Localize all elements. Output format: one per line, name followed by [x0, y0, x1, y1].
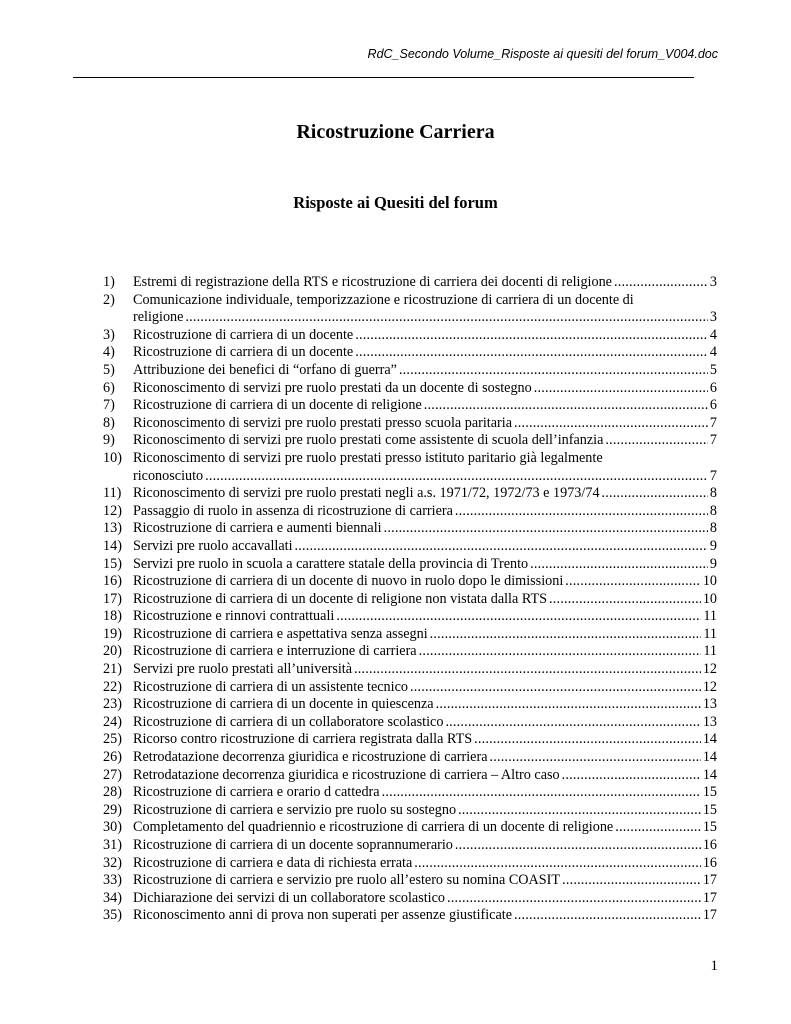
toc-entry-number: 24)	[103, 713, 122, 730]
toc-entry-page: 10	[702, 573, 717, 590]
toc-entry-page: 12	[702, 678, 717, 695]
toc-entry-leader-line	[133, 626, 717, 644]
toc-entry-body	[133, 767, 717, 785]
toc-dot-leader	[336, 608, 701, 626]
toc-dot-leader	[445, 714, 700, 732]
toc-entry-leader-line	[133, 608, 717, 626]
toc-entry-title: Completamento del quadriennio e ricostruzione di carriera di un docente di religione	[133, 819, 614, 836]
toc-entry-text-line: Riconoscimento di servizi pre ruolo prestati presso istituto paritario già legalmente	[133, 449, 603, 466]
toc-entry-number: 4)	[103, 344, 115, 361]
toc-entry-title: Servizi pre ruolo accavallati	[133, 537, 293, 554]
toc-entry-page: 3	[709, 309, 717, 326]
toc-dot-leader	[436, 696, 701, 714]
toc-entry-leader-line	[133, 714, 717, 732]
toc-entry-page: 11	[703, 608, 717, 625]
toc-entry[interactable]	[103, 855, 717, 873]
toc-entry-page: 4	[709, 344, 717, 361]
toc-entry[interactable]	[103, 872, 717, 890]
toc-entry-number: 14)	[103, 537, 122, 554]
toc-entry[interactable]	[103, 767, 717, 785]
toc-entry[interactable]	[103, 608, 717, 626]
toc-entry-leader-line	[133, 767, 717, 785]
toc-entry-number: 15)	[103, 555, 122, 572]
toc-entry-page: 8	[709, 520, 717, 537]
toc-entry-body	[133, 731, 717, 749]
toc-entry-leader-line	[133, 309, 717, 327]
toc-dot-leader	[458, 802, 701, 820]
toc-dot-leader	[455, 503, 708, 521]
toc-dot-leader	[399, 362, 708, 380]
toc-entry-number: 2)	[103, 291, 115, 308]
toc-entry-page: 5	[709, 361, 717, 378]
toc-entry[interactable]	[103, 784, 717, 802]
toc-entry-title: Riconoscimento anni di prova non superati per assenze giustificate	[133, 907, 513, 924]
toc-entry-page: 14	[702, 731, 717, 748]
toc-entry-title: Ricostruzione di carriera di un docente in quiescenza	[133, 696, 434, 713]
toc-entry-title: Estremi di registrazione della RTS e ricostruzione di carriera dei docenti di religione	[133, 274, 612, 290]
toc-entry-body	[133, 397, 717, 415]
toc-entry-title: Ricostruzione di carriera e servizio pre ruolo su sostegno	[133, 801, 457, 818]
toc-dot-leader	[355, 327, 708, 345]
toc-entry-title: Attribuzione dei benefici di “orfano di guerra”	[133, 361, 397, 378]
toc-entry[interactable]	[103, 432, 717, 450]
toc-entry-text-line: Comunicazione individuale, temporizzazione e ricostruzione di carriera di un docente di	[133, 291, 634, 308]
toc-dot-leader	[419, 643, 702, 661]
toc-entry-title: Ricostruzione di carriera e aumenti biennali	[133, 520, 382, 537]
toc-entry-number: 18)	[103, 608, 122, 625]
toc-entry-leader-line	[133, 344, 717, 362]
toc-entry-page: 14	[702, 749, 717, 766]
toc-entry-body	[133, 643, 717, 661]
toc-entry-leader-line	[133, 784, 717, 802]
toc-dot-leader	[447, 890, 701, 908]
toc-entry-page: 15	[702, 784, 717, 801]
toc-entry-page: 11	[703, 625, 717, 642]
toc-dot-leader	[455, 837, 701, 855]
toc-dot-leader	[602, 485, 708, 503]
toc-entry[interactable]	[103, 327, 717, 345]
toc-entry-page: 8	[709, 485, 717, 502]
toc-entry-title: Ricorso contro ricostruzione di carriera registrata dalla RTS	[133, 731, 473, 748]
toc-entry-number: 1)	[103, 274, 115, 290]
toc-entry-leader-line	[133, 679, 717, 697]
toc-entry-body	[133, 855, 717, 873]
toc-entry[interactable]	[103, 837, 717, 855]
toc-entry[interactable]	[103, 556, 717, 574]
toc-entry[interactable]	[103, 890, 717, 908]
toc-dot-leader	[614, 274, 708, 292]
toc-entry-body	[133, 626, 717, 644]
toc-dot-leader	[430, 626, 702, 644]
toc-entry-leader-line	[133, 362, 717, 380]
toc-entry[interactable]	[103, 661, 717, 679]
toc-entry[interactable]	[103, 731, 717, 749]
toc-entry[interactable]	[103, 380, 717, 398]
toc-entry-body	[133, 784, 717, 802]
toc-entry-body	[133, 608, 717, 626]
toc-entry-page: 10	[702, 590, 717, 607]
document-subtitle: Risposte ai Quesiti del forum	[293, 193, 498, 212]
toc-entry-number: 3)	[103, 326, 115, 343]
toc-entry[interactable]	[103, 573, 717, 591]
toc-entry-body	[133, 696, 717, 714]
toc-entry-leader-line	[133, 696, 717, 714]
toc-entry-leader-line	[133, 556, 717, 574]
toc-entry-leader-line	[133, 802, 717, 820]
toc-entry[interactable]	[103, 819, 717, 837]
toc-entry-leader-line	[133, 538, 717, 556]
toc-entry-number: 19)	[103, 625, 122, 642]
toc-entry-title: Servizi pre ruolo prestati all’università	[133, 661, 353, 678]
toc-entry-title: Passaggio di ruolo in assenza di ricostruzione di carriera	[133, 502, 453, 519]
toc-dot-leader	[474, 731, 701, 749]
toc-entry[interactable]	[103, 485, 717, 503]
toc-entry-title: Ricostruzione di carriera e orario d cattedra	[133, 784, 380, 801]
toc-entry-title: Ricostruzione di carriera di un docente di religione non vistata dalla RTS	[133, 590, 548, 607]
toc-entry-number: 35)	[103, 907, 122, 924]
toc-entry[interactable]	[103, 802, 717, 820]
toc-entry-body	[133, 380, 717, 398]
toc-dot-leader	[562, 767, 701, 785]
toc-entry-title: riconosciuto	[133, 467, 204, 484]
toc-entry-body	[133, 661, 717, 679]
toc-entry[interactable]	[103, 696, 717, 714]
toc-entry[interactable]	[103, 714, 717, 732]
toc-dot-leader	[615, 819, 701, 837]
toc-entry-number: 10)	[103, 449, 122, 466]
toc-entry-body	[133, 503, 717, 521]
toc-entry-page: 6	[709, 379, 717, 396]
toc-entry-leader-line	[133, 907, 717, 925]
toc-entry-title: Ricostruzione di carriera di un docente soprannumerario	[133, 837, 453, 853]
toc-entry-title: Riconoscimento di servizi pre ruolo prestati da un docente di sostegno	[133, 379, 532, 396]
toc-dot-leader	[424, 397, 708, 415]
toc-entry-body	[133, 292, 717, 327]
toc-entry-leader-line	[133, 749, 717, 767]
toc-entry-number: 33)	[103, 872, 122, 889]
toc-entry-title: Ricostruzione di carriera e data di richiesta errata	[133, 854, 413, 871]
toc-entry[interactable]	[103, 591, 717, 609]
toc-entry-title: Ricostruzione e rinnovi contrattuali	[133, 608, 335, 625]
toc-entry[interactable]	[103, 749, 717, 767]
toc-entry-title: Ricostruzione di carriera di un docente	[133, 344, 354, 361]
toc-entry-title: Ricostruzione di carriera di un docente di religione	[133, 397, 422, 414]
toc-entry-title: Ricostruzione di carriera di un collaboratore scolastico	[133, 713, 444, 730]
toc-dot-leader	[354, 661, 701, 679]
toc-entry-body	[133, 520, 717, 538]
toc-entry[interactable]	[103, 538, 717, 556]
toc-entry-page: 4	[709, 326, 717, 343]
toc-entry-leader-line	[133, 327, 717, 345]
toc-entry-body	[133, 573, 717, 591]
toc-entry-number: 34)	[103, 889, 122, 906]
toc-entry-page: 16	[702, 837, 717, 853]
toc-entry-body	[133, 591, 717, 609]
toc-entry-leader-line	[133, 415, 717, 433]
toc-entry[interactable]	[103, 503, 717, 521]
toc-entry-body	[133, 890, 717, 908]
toc-dot-leader	[530, 556, 708, 574]
toc-entry-number: 16)	[103, 573, 122, 590]
toc-entry-body	[133, 819, 717, 837]
toc-entry-leader-line	[133, 485, 717, 503]
toc-entry-page: 8	[709, 502, 717, 519]
toc-entry-leader-line	[133, 274, 717, 292]
toc-entry-body	[133, 432, 717, 450]
toc-entry-title: Ricostruzione di carriera di un docente	[133, 326, 354, 343]
toc-entry-leader-line	[133, 890, 717, 908]
toc-dot-leader	[414, 855, 701, 873]
toc-dot-leader	[549, 591, 701, 609]
toc-entry-body	[133, 274, 717, 292]
toc-dot-leader	[295, 538, 708, 556]
toc-entry-page: 11	[703, 643, 717, 660]
toc-entry-leader-line	[133, 397, 717, 415]
page-number: 1	[710, 958, 718, 974]
toc-entry-body	[133, 327, 717, 345]
toc-dot-leader	[382, 784, 701, 802]
toc-entry-leader-line	[133, 855, 717, 873]
toc-entry-number: 8)	[103, 414, 115, 431]
toc-entry-page: 7	[709, 432, 717, 449]
toc-dot-leader	[514, 415, 708, 433]
toc-entry-body	[133, 538, 717, 556]
toc-entry-number: 23)	[103, 696, 122, 713]
toc-entry-body	[133, 802, 717, 820]
toc-entry-number: 17)	[103, 590, 122, 607]
toc-entry-number: 21)	[103, 661, 122, 678]
toc-entry-body	[133, 679, 717, 697]
toc-entry-title: Servizi pre ruolo in scuola a carattere statale della provincia di Trento	[133, 555, 529, 572]
toc-entry-page: 7	[709, 414, 717, 431]
toc-entry-leader-line	[133, 819, 717, 837]
toc-entry-number: 6)	[103, 379, 115, 396]
toc-entry[interactable]	[103, 907, 717, 925]
toc-entry-title: religione	[133, 309, 184, 326]
toc-dot-leader	[410, 679, 701, 697]
toc-entry-body	[133, 837, 717, 855]
toc-entry-number: 30)	[103, 819, 122, 836]
toc-entry-body	[133, 415, 717, 433]
toc-dot-leader	[384, 520, 708, 538]
toc-entry[interactable]	[103, 344, 717, 362]
toc-entry-title: Ricostruzione di carriera di un docente di nuovo in ruolo dopo le dimissioni	[133, 573, 564, 590]
toc-dot-leader	[562, 872, 701, 890]
toc-entry-number: 29)	[103, 801, 122, 818]
toc-entry-body	[133, 450, 717, 485]
document-title: Ricostruzione Carriera	[296, 121, 495, 143]
toc-entry-number: 11)	[103, 485, 122, 502]
toc-entry[interactable]	[103, 415, 717, 433]
toc-entry-leader-line	[133, 661, 717, 679]
toc-dot-leader	[514, 907, 701, 925]
toc-entry-page: 12	[702, 661, 717, 678]
toc-dot-leader	[355, 344, 708, 362]
toc-entry-leader-line	[133, 573, 717, 591]
toc-entry-body	[133, 485, 717, 503]
toc-dot-leader	[490, 749, 701, 767]
toc-entry-title: Retrodatazione decorrenza giuridica e ricostruzione di carriera	[133, 749, 488, 766]
toc-entry-body	[133, 749, 717, 767]
toc-entry-number: 28)	[103, 784, 122, 801]
toc-entry-leader-line	[133, 503, 717, 521]
toc-entry-title: Ricostruzione di carriera e aspettativa senza assegni	[133, 625, 428, 642]
toc-entry-page: 17	[702, 889, 717, 906]
toc-entry[interactable]	[103, 397, 717, 415]
toc-dot-leader	[185, 309, 707, 327]
toc-entry-number: 12)	[103, 502, 122, 519]
toc-entry[interactable]	[103, 450, 717, 485]
toc-entry-leader-line	[133, 731, 717, 749]
toc-entry-page: 9	[709, 537, 717, 554]
toc-entry-title: Riconoscimento di servizi pre ruolo prestati negli a.s. 1971/72, 1972/73 e 1973/74	[133, 485, 600, 502]
toc-entry-page: 17	[702, 907, 717, 924]
toc-entry-number: 26)	[103, 749, 122, 766]
header-divider	[73, 77, 694, 78]
toc-entry[interactable]	[103, 292, 717, 327]
toc-entry-leader-line	[133, 380, 717, 398]
toc-dot-leader	[534, 380, 708, 398]
toc-entry[interactable]	[103, 362, 717, 380]
toc-entry-page: 17	[702, 872, 717, 889]
toc-entry-title: Ricostruzione di carriera e interruzione di carriera	[133, 643, 417, 660]
toc-entry-page: 13	[702, 713, 717, 730]
table-of-contents	[103, 274, 717, 925]
toc-entry[interactable]	[103, 643, 717, 661]
toc-entry[interactable]	[103, 520, 717, 538]
toc-entry-title: Ricostruzione di carriera di un assistente tecnico	[133, 678, 408, 695]
toc-entry-number: 27)	[103, 766, 122, 783]
toc-entry-page: 15	[702, 801, 717, 818]
toc-entry-body	[133, 556, 717, 574]
toc-entry-number: 13)	[103, 520, 122, 537]
toc-entry-leader-line	[133, 520, 717, 538]
toc-entry-leader-line	[133, 837, 717, 855]
header-filename: RdC_Secondo Volume_Risposte ai quesiti del forum_V004.doc	[367, 47, 718, 61]
toc-entry-number: 31)	[103, 837, 122, 853]
toc-dot-leader	[565, 573, 701, 591]
toc-entry-number: 25)	[103, 731, 122, 748]
toc-entry-title: Riconoscimento di servizi pre ruolo prestati come assistente di scuola dell’infanzia	[133, 432, 604, 449]
toc-entry-number: 22)	[103, 678, 122, 695]
toc-entry-page: 14	[702, 766, 717, 783]
toc-entry-leader-line	[133, 643, 717, 661]
toc-entry-number: 9)	[103, 432, 115, 449]
toc-entry-body	[133, 872, 717, 890]
toc-entry[interactable]	[103, 626, 717, 644]
toc-entry-title: Dichiarazione dei servizi di un collaboratore scolastico	[133, 889, 446, 906]
toc-entry[interactable]	[103, 274, 717, 292]
toc-dot-leader	[605, 432, 707, 450]
toc-entry-page: 3	[709, 274, 717, 290]
toc-entry-number: 20)	[103, 643, 122, 660]
toc-entry-leader-line	[133, 591, 717, 609]
toc-entry-number: 7)	[103, 397, 115, 414]
toc-entry-page: 15	[702, 819, 717, 836]
toc-entry-body	[133, 714, 717, 732]
toc-entry-page: 13	[702, 696, 717, 713]
toc-entry-title: Ricostruzione di carriera e servizio pre ruolo all’estero su nomina COASIT	[133, 872, 561, 889]
toc-entry-body	[133, 362, 717, 380]
toc-entry-leader-line	[133, 432, 717, 450]
toc-entry-number: 5)	[103, 361, 115, 378]
toc-entry-title: Retrodatazione decorrenza giuridica e ricostruzione di carriera – Altro caso	[133, 766, 560, 783]
toc-entry-page: 16	[702, 854, 717, 871]
toc-entry-title: Riconoscimento di servizi pre ruolo prestati presso scuola paritaria	[133, 414, 513, 431]
toc-dot-leader	[205, 468, 708, 486]
toc-entry-body	[133, 907, 717, 925]
toc-entry-page: 7	[709, 467, 717, 484]
toc-entry-number: 32)	[103, 854, 122, 871]
toc-entry-leader-line	[133, 468, 717, 486]
toc-entry-leader-line	[133, 872, 717, 890]
toc-entry-body	[133, 344, 717, 362]
toc-entry-page: 6	[709, 397, 717, 414]
toc-entry[interactable]	[103, 679, 717, 697]
toc-entry-page: 9	[709, 555, 717, 572]
